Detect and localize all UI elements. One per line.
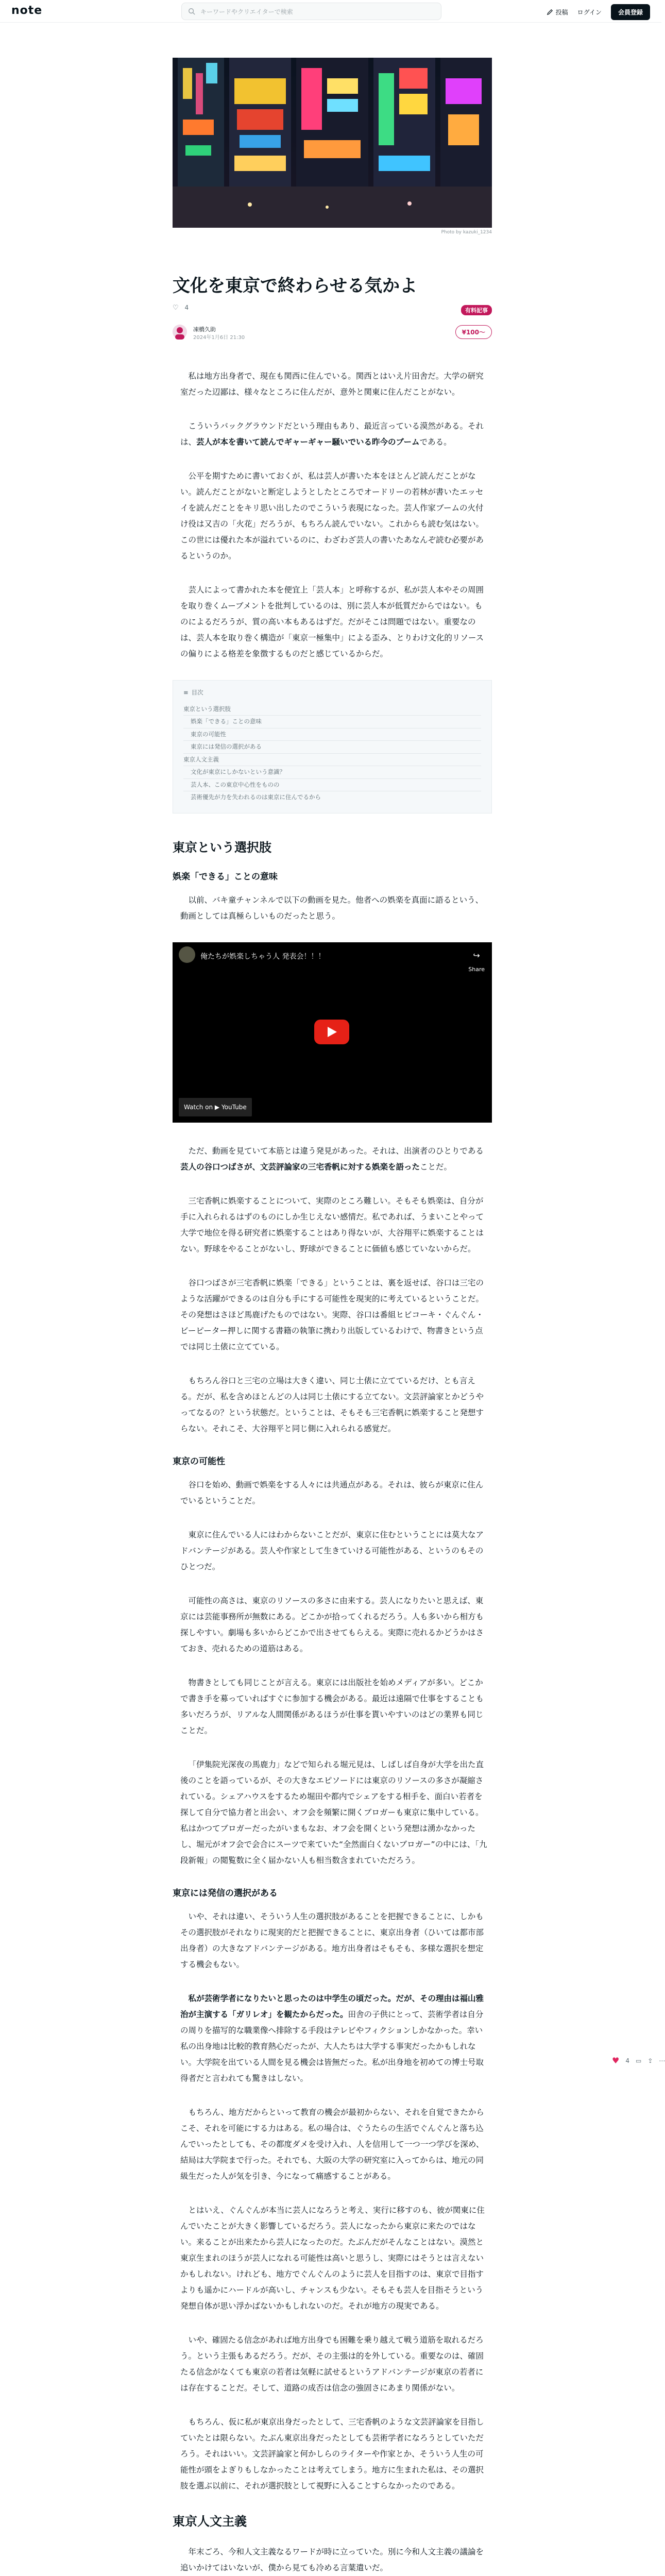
- top-navigation-bar: [0, 0, 661, 23]
- price-button[interactable]: ¥100〜: [455, 325, 492, 339]
- author-info: [173, 323, 492, 344]
- paragraph: いや、それは違い、そういう人生の選択肢があることを把握できることに、しかもその選択肢がそれなりに現実的だと把握できることに、東京出身者（ひいては都市部出身者）の大きなアドバンテージがある。地方出身者はそもそも、多様な選択を想定する機会もない。: [180, 1912, 484, 1970]
- subsection-heading: 東京には発信の選択がある: [173, 1888, 278, 1899]
- comment-icon[interactable]: ▭: [635, 2057, 642, 2064]
- subsection-heading: 東京の可能性: [173, 1456, 225, 1467]
- share-icon: ↪: [473, 950, 480, 960]
- more-icon[interactable]: ⋯: [659, 2057, 665, 2064]
- paragraph: 私は地方出身者で、現在も関西に住んでいる。関西とはいえ片田舎だ。大学の研究室だった辺鄙は、様々なところに住んだが、意外と関東に住んだことがない。: [180, 371, 484, 397]
- post-button[interactable]: [547, 8, 568, 16]
- paragraph: 年末ごろ、今和人文主義なるワードが時に立っていた。別に今和人文主義の議論を追いかけてはいないが、僕から見ても冷める言葉遣いだ。: [180, 2547, 484, 2573]
- table-of-contents: [173, 680, 492, 814]
- toc-item[interactable]: 東京という選択肢: [183, 703, 481, 716]
- paragraph: いや、確固たる信念があれば地方出身でも困難を乗り越えて戦う道筋を取れるだろう。という主張もあるだろう。だが、その主張は的を外している。重要なのは、確固たる信念がなくても東京の若者は気軽に試せるというアドバンテージが東京の若者には存在することだ。そして、道路の成否は信念の強固さにあまり関係がない。: [180, 2335, 484, 2393]
- login-link[interactable]: ログイン: [577, 9, 602, 16]
- search-box[interactable]: [181, 3, 441, 20]
- post-label: 投稿: [555, 9, 568, 16]
- section-heading: 東京という選択肢: [173, 840, 271, 855]
- paragraph: 以前、バキ童チャンネルで以下の動画を見た。他者への娯楽を真面に語るという、動画としては真極らしいものだったと思う。: [180, 895, 484, 921]
- search-placeholder: キーワードやクリエイターで検索: [200, 8, 293, 15]
- toc-item[interactable]: 東京人文主義: [183, 754, 481, 767]
- toc-item[interactable]: 東京の可能性: [183, 728, 481, 741]
- photo-credit: Photo by kazuki_1234: [441, 230, 492, 235]
- toc-item[interactable]: 芸人本、この東京中心性をものの: [183, 779, 481, 792]
- paragraph: 「伊集院光深夜の馬鹿力」などで知られる堀元見は、しばしば自身が大学を出た直後のことを語っているが、その大きなエピソードには東京のリソースの多さが凝縮されている。シェアハウスをするため堀田や都内でシェアをする相手を、面白い若者を探して自分で協力者と出会い、オフ会を頻繁に開くブロガーも東京に集中している。私はかつてブロガーだったがいまもなお、オフ会を開くという発想は湧かなかったし、堀元がオフ会で会合にスーツで来ていた“全然面白くないブロガー”の中には、「九段新報」の閲覧数に全く届かない人も相当数含まれていただろう。: [180, 1759, 487, 1865]
- like-count: 4: [184, 304, 189, 311]
- paragraph: 物書きとしても同じことが言える。東京には出版社を始めメディアが多い。どこかで書き手を募っていればすぐに参加する機会がある。最近は遠隔で仕事をすることも多いだろうが、リアルな人間関係があるほうが仕事を貰いやすいのはどの業界も同じことだ。: [180, 1677, 484, 1735]
- author-name[interactable]: 凍橋久助: [193, 326, 216, 333]
- paragraph: ただ、動画を見ていて本筋とは違う発見があった。それは、出演者のひとりである芸人の谷口つばさが、文芸評論家の三宅香帆に対する娯楽を語ったことだ。: [180, 1146, 484, 1172]
- share-label: Share: [468, 965, 485, 973]
- paragraph: 東京に住んでいる人にはわからないことだが、東京に住むということには莫大なアドバンテージがある。芸人や作家として生きていける可能性がある、というのもそのひとつだ。: [180, 1530, 484, 1571]
- search-icon: [188, 8, 195, 15]
- paragraph: もちろん、仮に私が東京出身だったとして、三宅香帆のような文芸評論家を目指していたとは限らない。たぶん東京出身だったとしても芸術学者になろうとしていただろう。それはいい。文芸評論家と何かしらのライターや作家とか、そういう人生の可能性が頭をよぎりもしなかったことは考えてしまう。地方に生まれた私は、その選択肢を選ぶ以前に、それが選択肢として視野に入ることすらなかったのである。: [180, 2417, 484, 2491]
- paragraph: 芸人によって書かれた本を便宜上「芸人本」と呼称するが、私が芸人本やその周囲を取り巻くムーブメントを批判しているのは、別に芸人本が低質だからではない。ものによるだろうが、質の高い本もあるはずだ。だがそこは問題ではない。重要なのは、芸人本を取り巻く構造が「東京一極集中」による歪み、とりわけ文化的リソースの偏りによる格差を象徴するものだと感じているからだ。: [180, 585, 484, 658]
- paragraph: 可能性の高さは、東京のリソースの多さに由来する。芸人になりたいと思えば、東京には芸能事務所が無数にある。どこかが拾ってくれるだろう。人も多いから相方も探しやすい。劇場も多いからどこかで出させてもらえる。実際に売れるかどうかはさておき、売れるための道筋はある。: [180, 1596, 484, 1653]
- toc-item[interactable]: 芸術優先が力を失われるのは東京に住んでるから: [191, 793, 321, 801]
- watch-on-youtube[interactable]: Watch on ▶ YouTube: [179, 1098, 252, 1116]
- section-heading: 東京人文主義: [173, 2514, 247, 2529]
- paragraph: もちろん谷口と三宅の立場は大きく違い、同じ土俵に立てているだけ、とも言える。だが、私を含めほとんどの人は同じ土俵にする立てない。文芸評論家とかどうやってなるの？という状態だ。ということは、そもそも三宅香帆に娯楽すること発想すらない。それこそ、大谷翔平と同じ側に入れられる感覚だ。: [180, 1376, 484, 1433]
- toc-item[interactable]: 文化が東京にしかないという意識？: [183, 766, 481, 779]
- share-button[interactable]: [468, 947, 485, 975]
- heart-outline-icon[interactable]: ♡: [173, 304, 179, 312]
- play-icon[interactable]: [314, 1020, 349, 1044]
- hero-image: [173, 58, 492, 228]
- publish-date: 2024年1月6日 21:30: [193, 335, 245, 341]
- paid-badge: 有料記事: [461, 305, 492, 315]
- share-icon[interactable]: ⇪: [647, 2057, 653, 2064]
- note-logo[interactable]: note: [11, 4, 43, 17]
- paragraph: 私が芸術学者になりたいと思ったのは中学生の頃だった。だが、その理由は福山雅治が主演する「ガリレオ」を観たからだった。田舎の子供にとって、芸術学者は自分の周りを描写的な職業像へ排除する手段はテレビやフィクションしかなかった。幸い私の出身地は比較的教育熱心だったが、大人たちは大学する事実だったかもしれない。大学院を出ている人間を見る機会は皆無だった。私が出身地を初めての博士号取得者だと言われても驚きはしない。: [180, 1994, 484, 2083]
- video-title[interactable]: 俺たちが娯楽しちゃう人 発表会！！！: [200, 952, 326, 961]
- pencil-icon: [547, 9, 553, 15]
- paragraph: こういうバックグラウンドだという理由もあり、最近言っている漠然がある。それは、芸人が本を書いて読んでギャーギャー騒いでいる昨今のブームである。: [180, 421, 484, 447]
- article-title: 文化を東京で終わらせる気かよ: [173, 276, 417, 296]
- heart-icon[interactable]: ♥: [612, 2056, 620, 2065]
- paragraph: 三宅香帆に娯楽することについて、実際のところ難しい。そもそも娯楽は、自分が手に入れられるはずのものにしか生じえない感情だ。私であれば、うまいことやって大学で地位を得る研究者に娯楽することはあり得ないが、大谷翔平に娯楽することはない。野球をやることがないし、野球ができることに価値も感じていないからだ。: [180, 1196, 484, 1253]
- toc-header[interactable]: [183, 690, 481, 696]
- toc-item[interactable]: 娯楽「できる」ことの意味: [183, 716, 481, 728]
- floating-like-count: 4: [625, 2057, 629, 2064]
- paragraph: 谷口を始め、動画で娯楽をする人々には共通点がある。それは、彼らが東京に住んでいるということだ。: [180, 1480, 484, 1505]
- paragraph: 公平を期すために書いておくが、私は芸人が書いた本をほとんど読んだことがない。読んだことがないと断定しようとしたところでオードリーの若林が書いたエッセイを読んだことをキリ思い出したのでこういう表現になった。芸人作家ブームの火付け役は又吉の「火花」だろうが、もちろん読んでいない。これからも読む気はない。この世には優れた本が溢れているのに、わざわざ芸人の書いたあなんぞ読む必要があるというのか。: [180, 471, 484, 561]
- signup-button[interactable]: 会員登録: [611, 4, 650, 20]
- floating-actions: [612, 2056, 665, 2065]
- article-meta: [173, 304, 492, 314]
- channel-avatar[interactable]: [179, 946, 195, 963]
- toc-item[interactable]: 東京には発信の選択がある: [183, 741, 481, 754]
- author-avatar[interactable]: [173, 325, 187, 339]
- toc-heading: 目次: [191, 689, 203, 696]
- article-body: [173, 368, 488, 2576]
- paragraph: もちろん、地方だからといって教育の機会が最初からない、それを自覚できたからこそ、それを可能にする力はある。私の場合は、ぐうたらの生活でぐんぐんと落ち込んでいったとしても、その都度ダメを受け入れ、人を信用して一つ一つ学びを深め、結局は大学院まで行った。それでも、大阪の大学の研究室に入ってからは、地元の同級生だった人が気を引き、今になって痛感することがある。: [180, 2108, 484, 2181]
- paragraph: 谷口つばさが三宅香帆に娯楽「できる」ということは、裏を返せば、谷口は三宅のような活躍ができるのは自分も手にする可能性を現実的に考えているということだ。その発想はさほど馬鹿げたものではない。実際、谷口は番組ヒビコーキ・ぐんぐん・ビーピーター押しに関する書籍の執筆に携わり出版しているわけで、物書きという点では同じ土俵に立てている。: [180, 1278, 484, 1351]
- subsection-heading: 娯楽「できる」ことの意味: [173, 871, 278, 882]
- list-icon: ≡: [183, 689, 189, 696]
- paragraph: とはいえ、ぐんぐんが本当に芸人になろうと考え、実行に移すのも、彼が関東に住んでいたことが大きく影響しているだろう。芸人になったから東京に来たのではない。来ることが出来たから芸人になったのだ。たぶんだがそんなことはない。漠然と東京生まれのほうが芸人になれる可能性は高いと思うし、実際にはそうとは言えないかもしれない。けれども、地方でぐんぐんのように芸人を目指すのは、東京で目指すよりも遥かにハードルが高いし、チャンスも少ない。そもそも芸人を目指そうという発想自体が思い浮かばないかもしれないのだ。それが地方の現実である。: [180, 2206, 485, 2311]
- youtube-embed[interactable]: [173, 942, 492, 1123]
